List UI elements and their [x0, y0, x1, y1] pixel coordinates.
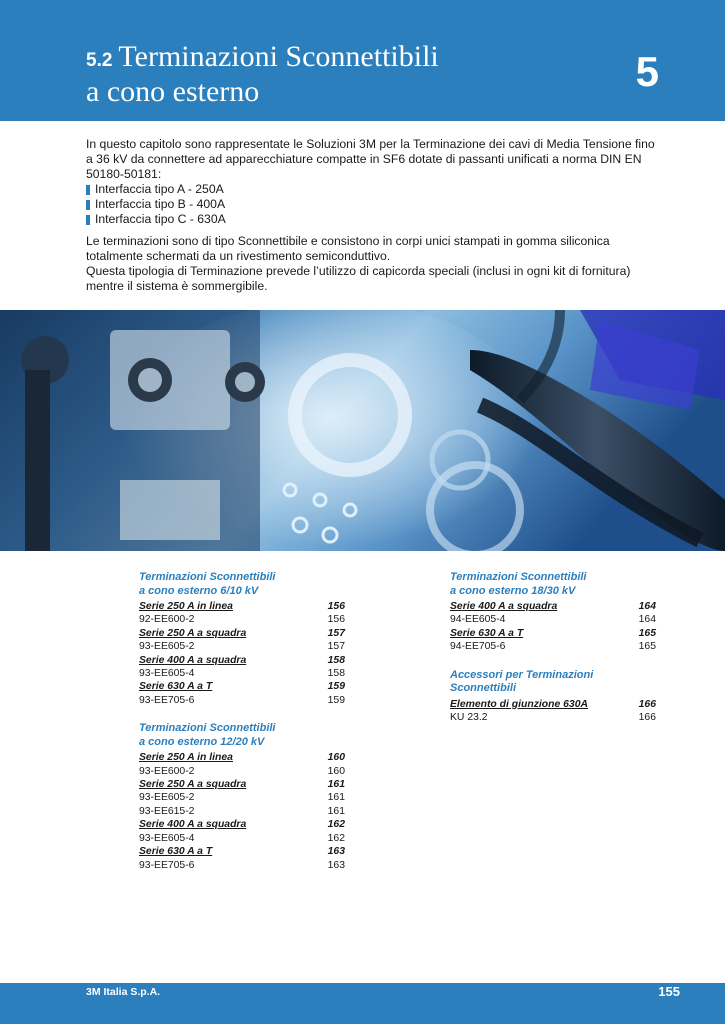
index-row-page: 163 [327, 846, 345, 858]
index-row[interactable] [450, 627, 656, 640]
index-row-page: 162 [327, 819, 345, 831]
index-row[interactable] [139, 627, 345, 640]
index-group-title [139, 571, 345, 598]
title-line-2: a cono esterno [86, 75, 260, 108]
index-group [139, 571, 345, 707]
index-row-label: 92-EE600-2 [139, 614, 195, 626]
index-row[interactable] [139, 791, 345, 804]
index-group-title-line-1: Terminazioni Sconnettibili [139, 722, 276, 735]
index-row-label: Serie 630 A a T [139, 846, 213, 858]
index-group [139, 722, 345, 872]
intro-text [86, 137, 661, 294]
product-photo [0, 310, 725, 551]
index-group [450, 669, 656, 725]
index-row[interactable] [450, 711, 656, 724]
index-row-label: 93-EE605-4 [139, 668, 195, 680]
index-row[interactable] [450, 600, 656, 613]
index-row-page: 157 [327, 627, 345, 639]
index-row-page: 164 [638, 601, 656, 612]
index-row-label: Serie 250 A a squadra [139, 627, 247, 639]
index-row[interactable] [139, 765, 345, 778]
index-row-page: 166 [638, 712, 656, 724]
index-group-title-line-2: a cono esterno 18/30 kV [450, 584, 576, 597]
intro-paragraph-1: In questo capitolo sono rappresentate le Soluzioni 3M per la Terminazione dei cavi di Media Tensione fino a 36 kV da connettere ad apparecchiature compatte in SF6 dotate di passanti unificati a norma DIN EN 50180-50181: [86, 137, 655, 181]
index-group-title-line-1: Terminazioni Sconnettibili [139, 571, 276, 583]
index-row-label: 94-EE605-4 [450, 614, 506, 626]
index-row-label: 93-EE600-2 [139, 765, 195, 777]
index-row[interactable] [139, 859, 345, 872]
index-group-title-line-2: a cono esterno 12/20 kV [139, 735, 265, 748]
section-number: 5.2 [86, 50, 113, 71]
intro-paragraph-2: Le terminazioni sono di tipo Sconnettibile e consistono in corpi unici stampati in gomma siliconica totalmente schermati da un rivestimento semiconduttivo. [86, 234, 610, 263]
header-band [0, 0, 725, 121]
index-row[interactable] [450, 613, 656, 626]
index-group-title [450, 669, 656, 696]
index-row-page: 156 [327, 601, 345, 612]
index-row[interactable] [139, 778, 345, 791]
index-row-page: 166 [638, 698, 656, 710]
list-item [86, 212, 661, 227]
index-group-title [450, 571, 656, 598]
index-row-label: 94-EE705-6 [450, 641, 506, 653]
page-number: 155 [658, 984, 680, 999]
index-row-label: 93-EE615-2 [139, 805, 195, 817]
index-row-page: 165 [638, 627, 656, 639]
index-row-page: 161 [327, 792, 345, 804]
index-row-page: 163 [327, 859, 345, 871]
index-row-page: 158 [327, 654, 345, 666]
index-group-title-line-1: Accessori per Terminazioni [450, 668, 594, 681]
index-row-label: Serie 400 A a squadra [450, 601, 558, 612]
intro-paragraph-3: Questa tipologia di Terminazione prevede l’utilizzo di capicorda speciali (inclusi in ogni kit di fornitura) mentre il sistema è sommergibile. [86, 264, 631, 293]
index-row[interactable] [139, 654, 345, 667]
bullet-icon [86, 215, 90, 225]
index-row-page: 164 [638, 614, 656, 626]
index-group [450, 571, 656, 654]
index-row-page: 161 [327, 779, 345, 791]
bullet-icon [86, 185, 90, 195]
index-row-label: Serie 250 A in linea [139, 752, 233, 764]
index-group-title-line-2: a cono esterno 6/10 kV [139, 584, 259, 597]
index-row[interactable] [139, 600, 345, 613]
index-row-page: 158 [327, 668, 345, 680]
index-row-label: 93-EE605-4 [139, 832, 195, 844]
list-item-label: Interfaccia tipo A - 250A [95, 182, 224, 196]
index-row-label: 93-EE705-6 [139, 859, 195, 871]
index-row-label: Serie 630 A a T [450, 627, 524, 639]
index-row-label: KU 23.2 [450, 712, 488, 724]
index-row[interactable] [139, 613, 345, 626]
index-row-label: 93-EE705-6 [139, 694, 195, 706]
page-title [86, 42, 439, 107]
index-row-page: 161 [327, 805, 345, 817]
index-row[interactable] [139, 805, 345, 818]
chapter-number: 5 [635, 48, 659, 95]
index-row[interactable] [450, 698, 656, 711]
list-item [86, 197, 661, 212]
title-line-1: Terminazioni Sconnettibili [118, 40, 439, 73]
interface-list [86, 182, 661, 227]
index-row-page: 159 [327, 681, 345, 693]
index-row[interactable] [139, 680, 345, 693]
index-row-page: 165 [638, 641, 656, 653]
index-row-page: 160 [327, 765, 345, 777]
index-row-label: Serie 400 A a squadra [139, 654, 247, 666]
index-row-page: 159 [327, 694, 345, 706]
index-row[interactable] [139, 640, 345, 653]
index-row[interactable] [139, 845, 345, 858]
index-row[interactable] [139, 694, 345, 707]
index-row-page: 156 [327, 614, 345, 626]
index-row-label: Serie 250 A a squadra [139, 779, 247, 791]
index-row[interactable] [139, 667, 345, 680]
index-row[interactable] [139, 751, 345, 764]
footer-company: 3M Italia S.p.A. [86, 986, 161, 998]
index-column-left [139, 571, 345, 887]
index-group-title [139, 722, 345, 749]
index-row-label: Elemento di giunzione 630A [450, 698, 588, 710]
index-row[interactable] [139, 818, 345, 831]
index-row[interactable] [139, 832, 345, 845]
list-item-label: Interfaccia tipo B - 400A [95, 197, 226, 211]
index-row-page: 162 [327, 832, 345, 844]
index-row-label: Serie 400 A a squadra [139, 819, 247, 831]
index-group-title-line-2: Sconnettibili [450, 682, 516, 695]
index-row-label: Serie 630 A a T [139, 681, 213, 693]
index-row-label: Serie 250 A in linea [139, 601, 233, 612]
bullet-icon [86, 200, 90, 210]
list-item [86, 182, 661, 197]
list-item-label: Interfaccia tipo C - 630A [95, 212, 226, 226]
index-group-title-line-1: Terminazioni Sconnettibili [450, 571, 587, 583]
footer-band [0, 983, 725, 1024]
index-row-label: 93-EE605-2 [139, 641, 195, 653]
index-row-label: 93-EE605-2 [139, 792, 195, 804]
index-row-page: 160 [327, 752, 345, 764]
index-column-right [450, 571, 656, 739]
index-row-page: 157 [327, 641, 345, 653]
index-row[interactable] [450, 640, 656, 653]
